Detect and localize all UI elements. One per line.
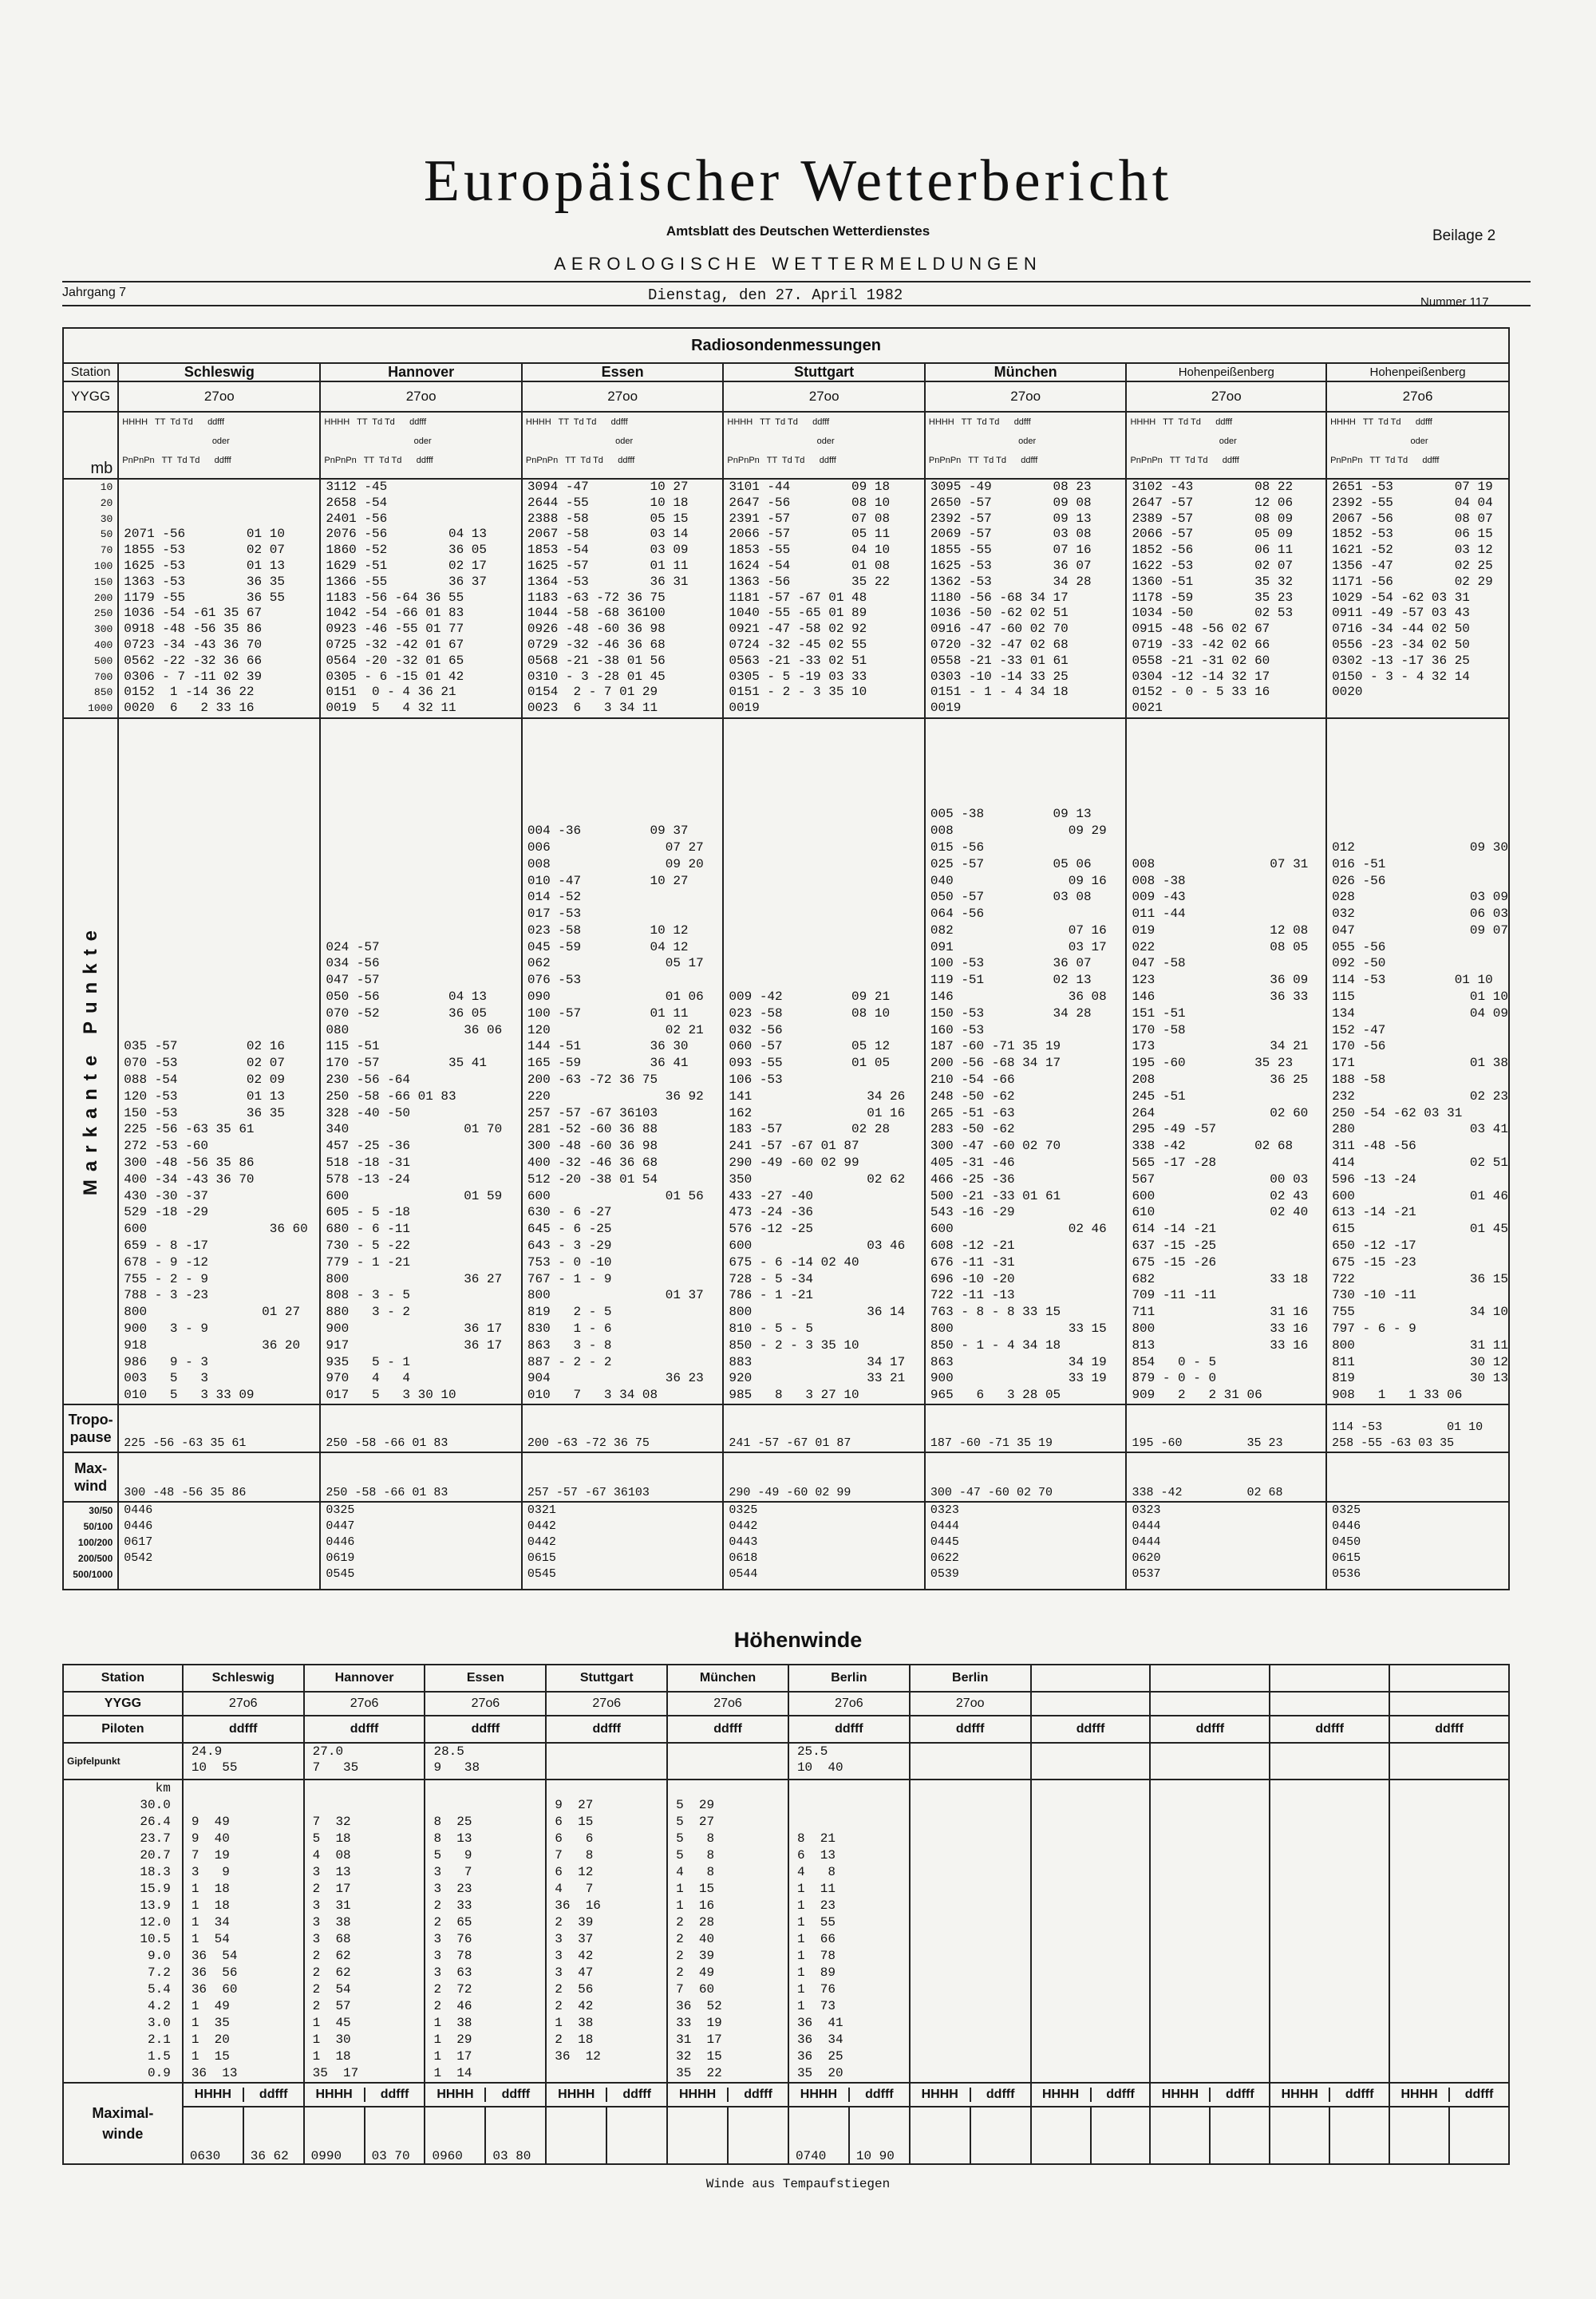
winds-yygg: 27oo: [910, 1692, 1031, 1716]
standard-levels: 3094 -47 10 27 2644 -55 10 18 2388 -58 05 15 2067 -58 03 14 1853 -54 03 09 1625 -57 01 11 1364 -53 36 31 1183 -63 -72 36 75 1044 -58 -68 36100 0926 -48 -60 36 98 0729 -32 -46 36 68 0568 -21 -38 01 56 0310 - 3 -28 01 45 0154 2 - 7 01 29 0023 6 3 34 11: [522, 479, 724, 718]
colhead-oder: oder: [1410, 436, 1428, 446]
winds-station-name: Berlin: [788, 1665, 910, 1692]
hhhh-label: HHHH: [1032, 2088, 1092, 2102]
ddfff-label: ddfff: [986, 2088, 1015, 2101]
hhhh-label: HHHH: [425, 2088, 486, 2102]
shear-values: 0323 0444 0444 0620 0537: [1126, 1502, 1326, 1590]
colhead-bottom: PnPnPn TT Td Td ddfff: [525, 456, 635, 465]
wind-profile: [1270, 1780, 1389, 2083]
ddfff-label: ddfff: [501, 2088, 531, 2101]
winds-yygg: [1150, 1692, 1270, 1716]
issue-date: Dienstag, den 27. April 1982: [648, 286, 903, 304]
tropopause-value: 195 -60 35 23: [1126, 1404, 1326, 1452]
ddfff-label: ddfff: [788, 1716, 910, 1743]
ddfff-label: ddfff: [380, 2088, 409, 2101]
wind-profile: [910, 1780, 1031, 2083]
significant-points: 005 -38 09 13 008 09 29 015 -56 025 -57 05 06 040 09 16 050 -57 03 08 064 -56 082 07 16 091 03 17 100 -53 36 07 119 -51 02 13 146 36 08 150 -53 34 28 160 -53 187 -60 -71 35 19 200 -56 -68 34 17 210 -54 -66 248 -50 -62 265 -51 -63 283 -50 -62 300 -47 -60 02 70 405 -31 -46 466 -25 -36 500 -21 -33 01 61 543 -16 -29 600 02 46 608 -12 -21 676 -11 -31 696 -10 -20 722 -11 -13 763 - 8 - 8 33 15 800 33 15 850 - 1 - 4 34 18 863 34 19 900 33 19 965 6 3 28 05: [925, 718, 1127, 1404]
page-title: Europäischer Wetterbericht: [423, 148, 1173, 214]
winds-yygg: 27o6: [667, 1692, 788, 1716]
gipfelpunkt-value: [546, 1743, 667, 1780]
colhead-top: HHHH TT Td Td ddfff: [324, 417, 427, 427]
gipfel-ddfff: 10 55: [191, 1760, 238, 1775]
maxwind-header: [910, 2083, 1031, 2107]
station-yygg: 27oo: [1126, 381, 1326, 412]
colhead-bottom: PnPnPn TT Td Td ddfff: [122, 456, 231, 465]
maxwind-values: [1389, 2107, 1509, 2164]
hhhh-label: HHHH: [911, 2088, 971, 2102]
yygg-label: YYGG: [63, 381, 118, 412]
maxwind-header: [183, 2083, 304, 2107]
colhead-top: HHHH TT Td Td ddfff: [122, 417, 225, 427]
maxwind-header: [1270, 2083, 1389, 2107]
colhead-top: HHHH TT Td Td ddfff: [1130, 417, 1233, 427]
wind-profile: 7 32 5 18 4 08 3 13 2 17 3 31 3 38 3 68 2 62 2 62 2 54 2 57 1 45 1 30 1 18 35 17: [304, 1780, 425, 2083]
colhead-top: HHHH TT Td Td ddfff: [1330, 417, 1432, 427]
maxwind-value: 300 -48 -56 35 86: [118, 1452, 320, 1502]
ddfff-label: ddfff: [1031, 1716, 1151, 1743]
maxwind-header: [788, 2083, 910, 2107]
column-header: [925, 412, 1127, 479]
maxwind-header: [1031, 2083, 1151, 2107]
colhead-top: HHHH TT Td Td ddfff: [727, 417, 830, 427]
gipfel-ddfff: 9 38: [433, 1760, 480, 1775]
maxwind-height: [1270, 2107, 1330, 2163]
standard-levels: 2651 -53 07 19 2392 -55 04 04 2067 -56 08 07 1852 -53 06 15 1621 -52 03 12 1356 -47 02 25 1171 -56 02 29 1029 -54 -62 03 31 0911 -49 -57 03 43 0716 -34 -44 02 50 0556 -23 -34 02 50 0302 -13 -17 36 25 0150 - 3 - 4 32 14 0020: [1326, 479, 1509, 718]
colhead-top: HHHH TT Td Td ddfff: [928, 417, 1031, 427]
ddfff-label: ddfff: [1464, 2088, 1494, 2101]
column-header: [1326, 412, 1509, 479]
shear-values: 0321 0442 0442 0615 0545: [522, 1502, 724, 1590]
gipfelpunkt-value: [910, 1743, 1031, 1780]
winds-station-name: [1270, 1665, 1389, 1692]
winds-title: Höhenwinde: [733, 1628, 863, 1652]
winds-yygg: 27o6: [788, 1692, 910, 1716]
gipfelpunkt-value: [1270, 1743, 1389, 1780]
maxwind-height: 0990: [305, 2107, 365, 2163]
winds-yygg: [1031, 1692, 1151, 1716]
wind-profile: 8 25 8 13 5 9 3 7 3 23 2 33 2 65 3 76 3 78 3 63 2 72 2 46 1 38 1 29 1 17 1 14: [425, 1780, 546, 2083]
station-yygg: 27oo: [925, 381, 1127, 412]
maxwind-value: 300 -47 -60 02 70: [925, 1452, 1127, 1502]
shear-values: 0325 0447 0446 0619 0545: [320, 1502, 522, 1590]
winds-yygg-label: YYGG: [63, 1692, 183, 1716]
gipfel-ddfff: 10 40: [796, 1760, 843, 1775]
gipfelpunkt-value: [425, 1743, 546, 1780]
gipfelpunkt-value: [1389, 1743, 1509, 1780]
winds-station-name: Hannover: [304, 1665, 425, 1692]
maxwind-values: [183, 2107, 304, 2164]
ddfff-label: ddfff: [1106, 2088, 1135, 2101]
winds-yygg: 27o6: [546, 1692, 667, 1716]
maxwind-value: [1326, 1452, 1509, 1502]
mb-label: mb: [63, 412, 118, 479]
hhhh-label: HHHH: [305, 2088, 365, 2102]
column-header: [522, 412, 724, 479]
maxwind-height: 0630: [184, 2107, 244, 2163]
winds-yygg: 27o6: [425, 1692, 546, 1716]
ddfff-label: ddfff: [1226, 2088, 1254, 2101]
ddfff-label: ddfff: [622, 2088, 651, 2101]
station-yygg: 27o6: [1326, 381, 1509, 412]
gipfelpunkt-value: [1031, 1743, 1151, 1780]
winds-yygg: 27o6: [183, 1692, 304, 1716]
colhead-oder: oder: [1018, 436, 1037, 446]
column-header: [118, 412, 320, 479]
ddfff-label: ddfff: [259, 2088, 288, 2101]
station-yygg: 27oo: [522, 381, 724, 412]
ddfff-label: ddfff: [304, 1716, 425, 1743]
winds-station-name: Essen: [425, 1665, 546, 1692]
column-header: [723, 412, 925, 479]
colhead-oder: oder: [1219, 436, 1237, 446]
maxwind-ddfff: 10 90: [855, 2149, 895, 2163]
hhhh-label: HHHH: [184, 2088, 244, 2102]
hhhh-label: HHHH: [668, 2088, 729, 2102]
gipfelpunkt-value: [1150, 1743, 1270, 1780]
maxwind-value: 290 -49 -60 02 99: [723, 1452, 925, 1502]
maxwind-header: [546, 2083, 667, 2107]
maxwind-header: [425, 2083, 546, 2107]
ddfff-label: ddfff: [910, 1716, 1031, 1743]
winds-yygg: 27o6: [304, 1692, 425, 1716]
standard-levels: 3102 -43 08 22 2647 -57 12 06 2389 -57 08 09 2066 -57 05 09 1852 -56 06 11 1622 -53 02 07 1360 -51 35 32 1178 -59 35 23 1034 -50 02 53 0915 -48 -56 02 67 0719 -33 -42 02 66 0558 -21 -31 02 60 0304 -12 -14 32 17 0152 - 0 - 5 33 16 0021: [1126, 479, 1326, 718]
maxwind-height: [1032, 2107, 1092, 2163]
gipfel-km: 25.5: [796, 1744, 828, 1759]
station-name: Hannover: [320, 363, 522, 381]
maxwind-height: [668, 2107, 729, 2163]
ddfff-label: ddfff: [546, 1716, 667, 1743]
colhead-bottom: PnPnPn TT Td Td ddfff: [928, 456, 1038, 465]
hhhh-label: HHHH: [789, 2088, 850, 2102]
shear-values: 0325 0442 0443 0618 0544: [723, 1502, 925, 1590]
wind-profile: 9 49 9 40 7 19 3 9 1 18 1 18 1 34 1 54 36 54 36 56 36 60 1 49 1 35 1 20 1 15 36 13: [183, 1780, 304, 2083]
shear-values: 0323 0444 0445 0622 0539: [925, 1502, 1127, 1590]
maxwind-header: [667, 2083, 788, 2107]
tropopause-value: 241 -57 -67 01 87: [723, 1404, 925, 1452]
maxwind-height: [1390, 2107, 1450, 2163]
wind-profile: [1150, 1780, 1270, 2083]
maxwind-height: 0740: [789, 2107, 850, 2163]
station-label: Station: [63, 363, 118, 381]
ddfff-label: ddfff: [425, 1716, 546, 1743]
radiosonde-title: Radiosondenmessungen: [63, 328, 1509, 363]
radiosonde-table: [62, 327, 1510, 1590]
maxwind-height: [547, 2107, 607, 2163]
divider: [62, 305, 1531, 306]
wind-profile: 8 21 6 13 4 8 1 11 1 23 1 55 1 66 1 78 1 89 1 76 1 73 36 41 36 34 36 25 35 20: [788, 1780, 910, 2083]
standard-levels: 2071 -56 01 10 1855 -53 02 07 1625 -53 01 13 1363 -53 36 35 1179 -55 36 55 1036 -54 -61 35 67 0918 -48 -56 35 86 0723 -34 -43 36 70 0562 -22 -32 36 66 0306 - 7 -11 02 39 0152 1 -14 36 22 0020 6 2 33 16: [118, 479, 320, 718]
colhead-oder: oder: [615, 436, 634, 446]
tropopause-value: 187 -60 -71 35 19: [925, 1404, 1127, 1452]
winds-station-name: Berlin: [910, 1665, 1031, 1692]
maxwind-height: [1151, 2107, 1211, 2163]
markante-punkte-label: Markante Punkte: [63, 718, 118, 1404]
ddfff-label: ddfff: [744, 2088, 772, 2101]
footnote: Winde aus Tempaufstiegen: [705, 2177, 891, 2191]
maxwind-values: [425, 2107, 546, 2164]
significant-points: 012 09 30 016 -51 026 -56 028 03 09 032 06 03 047 09 07 055 -56 092 -50 114 -53 01 10 115 01 10 134 04 09 152 -47 170 -56 171 01 38 188 -58 232 02 23 250 -54 -62 03 31 280 03 41 311 -48 -56 414 02 51 596 -13 -24 600 01 46 613 -14 -21 615 01 45 650 -12 -17 675 -15 -23 722 36 15 730 -10 -11 755 34 10 797 - 6 - 9 800 31 11 811 30 12 819 30 13 908 1 1 33 06: [1326, 718, 1509, 1404]
winds-yygg: [1389, 1692, 1509, 1716]
colhead-bottom: PnPnPn TT Td Td ddfff: [1330, 456, 1440, 465]
station-name: München: [925, 363, 1127, 381]
shear-values: 0446 0446 0617 0542: [118, 1502, 320, 1590]
gipfelpunkt-value: [788, 1743, 910, 1780]
station-yygg: 27oo: [723, 381, 925, 412]
winds-station-name: [1031, 1665, 1151, 1692]
colhead-bottom: PnPnPn TT Td Td ddfff: [324, 456, 433, 465]
section-title: AEROLOGISCHE WETTERMELDUNGEN: [554, 254, 1042, 274]
wind-profile: 9 27 6 15 6 6 7 8 6 12 4 7 36 16 2 39 3 37 3 42 3 47 2 56 2 42 1 38 2 18 36 12: [546, 1780, 667, 2083]
wind-profile: 5 29 5 27 5 8 5 8 4 8 1 15 1 16 2 28 2 40 2 39 2 49 7 60 36 52 33 19 31 17 32 15 35 22: [667, 1780, 788, 2083]
tropopause-label: Tropo- pause: [63, 1404, 118, 1452]
winds-station-name: [1150, 1665, 1270, 1692]
maxwind-value: 250 -58 -66 01 83: [320, 1452, 522, 1502]
maxwind-values: [1270, 2107, 1389, 2164]
column-header: [320, 412, 522, 479]
colhead-bottom: PnPnPn TT Td Td ddfff: [1130, 456, 1239, 465]
beilage-label: Beilage 2: [1432, 227, 1496, 244]
page-subtitle: Amtsblatt des Deutschen Wetterdienstes: [666, 223, 930, 239]
station-name: Hohenpeißenberg: [1326, 363, 1509, 381]
tropopause-value: 114 -53 01 10 258 -55 -63 03 35: [1326, 1404, 1509, 1452]
gipfel-ddfff: 7 35: [312, 1760, 359, 1775]
colhead-oder: oder: [211, 436, 230, 446]
standard-levels: 3112 -45 2658 -54 2401 -56 2076 -56 04 13 1860 -52 36 05 1629 -51 02 17 1366 -55 36 37 1183 -56 -64 36 55 1042 -54 -66 01 83 0923 -46 -55 01 77 0725 -32 -42 01 67 0564 -20 -32 01 65 0305 - 6 -15 01 42 0151 0 - 4 36 21 0019 5 4 32 11: [320, 479, 522, 718]
gipfelpunkt-value: [667, 1743, 788, 1780]
mb-levels: 10 20 30 50 70 100 150 200 250 300 400 500 700 850 1000: [63, 479, 118, 718]
ddfff-label: ddfff: [1150, 1716, 1270, 1743]
significant-points: 009 -42 09 21 023 -58 08 10 032 -56 060 -57 05 12 093 -55 01 05 106 -53 141 34 26 162 01 16 183 -57 02 28 241 -57 -67 01 87 290 -49 -60 02 99 350 02 62 433 -27 -40 473 -24 -36 576 -12 -25 600 03 46 675 - 6 -14 02 40 728 - 5 -34 786 - 1 -21 800 36 14 810 - 5 - 5 850 - 2 - 3 35 10 883 34 17 920 33 21 985 8 3 27 10: [723, 718, 925, 1404]
tropopause-value: 200 -63 -72 36 75: [522, 1404, 724, 1452]
maxwind-value: 338 -42 02 68: [1126, 1452, 1326, 1502]
gipfel-km: 28.5: [433, 1744, 464, 1759]
significant-points: 008 07 31 008 -38 009 -43 011 -44 019 12 08 022 08 05 047 -58 123 36 09 146 36 33 151 -51 170 -58 173 34 21 195 -60 35 23 208 36 25 245 -51 264 02 60 295 -49 -57 338 -42 02 68 565 -17 -28 567 00 03 600 02 43 610 02 40 614 -14 -21 637 -15 -25 675 -15 -26 682 33 18 709 -11 -11 711 31 16 800 33 16 813 33 16 854 0 - 5 879 - 0 - 0 909 2 2 31 06: [1126, 718, 1326, 1404]
winds-yygg: [1270, 1692, 1389, 1716]
standard-levels: 3095 -49 08 23 2650 -57 09 08 2392 -57 09 13 2069 -57 03 08 1855 -55 07 16 1625 -53 36 07 1362 -53 34 28 1180 -56 -68 34 17 1036 -50 -62 02 51 0916 -47 -60 02 70 0720 -32 -47 02 68 0558 -21 -33 01 61 0303 -10 -14 33 25 0151 - 1 - 4 34 18 0019: [925, 479, 1127, 718]
gipfel-km: 27.0: [312, 1744, 344, 1759]
standard-levels: 3101 -44 09 18 2647 -56 08 10 2391 -57 07 08 2066 -57 05 11 1853 -55 04 10 1624 -54 01 08 1363 -56 35 22 1181 -57 -67 01 48 1040 -55 -65 01 89 0921 -47 -58 02 92 0724 -32 -45 02 55 0563 -21 -33 02 51 0305 - 5 -19 03 33 0151 - 2 - 3 35 10 0019: [723, 479, 925, 718]
hhhh-label: HHHH: [1151, 2088, 1211, 2102]
ddfff-label: ddfff: [1345, 2088, 1374, 2101]
colhead-top: HHHH TT Td Td ddfff: [525, 417, 628, 427]
divider: [62, 281, 1531, 282]
gipfelpunkt-value: [183, 1743, 304, 1780]
ddfff-label: ddfff: [1270, 1716, 1389, 1743]
ddfff-label: ddfff: [865, 2088, 894, 2101]
issue-number: Nummer 117: [1420, 295, 1489, 309]
shear-labels: 30/50 50/100 100/200 200/500 500/1000: [63, 1502, 118, 1590]
maximalwinde-label: Maximal- winde: [63, 2083, 183, 2164]
significant-points: 035 -57 02 16 070 -53 02 07 088 -54 02 09 120 -53 01 13 150 -53 36 35 225 -56 -63 35 61 272 -53 -60 300 -48 -56 35 86 400 -34 -43 36 70 430 -30 -37 529 -18 -29 600 36 60 659 - 8 -17 678 - 9 -12 755 - 2 - 9 788 - 3 -23 800 01 27 900 3 - 9 918 36 20 986 9 - 3 003 5 3 010 5 3 33 09: [118, 718, 320, 1404]
maxwind-header: [304, 2083, 425, 2107]
ddfff-label: ddfff: [183, 1716, 304, 1743]
station-yygg: 27oo: [320, 381, 522, 412]
tropopause-value: 225 -56 -63 35 61: [118, 1404, 320, 1452]
colhead-oder: oder: [816, 436, 835, 446]
maxwind-value: 257 -57 -67 36103: [522, 1452, 724, 1502]
maxwind-header: [1150, 2083, 1270, 2107]
station-name: Hohenpeißenberg: [1126, 363, 1326, 381]
jahrgang-label: Jahrgang 7: [62, 286, 127, 299]
maxwind-values: [788, 2107, 910, 2164]
maxwind-label: Max- wind: [63, 1452, 118, 1502]
colhead-bottom: PnPnPn TT Td Td ddfff: [727, 456, 836, 465]
gipfel-km: 24.9: [191, 1744, 223, 1759]
winds-station-name: München: [667, 1665, 788, 1692]
maxwind-header: [1389, 2083, 1509, 2107]
maxwind-height: [911, 2107, 971, 2163]
tropopause-value: 250 -58 -66 01 83: [320, 1404, 522, 1452]
maxwind-values: [304, 2107, 425, 2164]
hhhh-label: HHHH: [1270, 2088, 1330, 2102]
wind-profile: [1031, 1780, 1151, 2083]
maxwind-values: [546, 2107, 667, 2164]
winds-station-name: [1389, 1665, 1509, 1692]
hhhh-label: HHHH: [547, 2088, 607, 2102]
winds-station-label: Station: [63, 1665, 183, 1692]
winds-station-name: Schleswig: [183, 1665, 304, 1692]
column-header: [1126, 412, 1326, 479]
ddfff-label: ddfff: [1389, 1716, 1509, 1743]
hhhh-label: HHHH: [1390, 2088, 1450, 2102]
piloten-label: Piloten: [63, 1716, 183, 1743]
shear-values: 0325 0446 0450 0615 0536: [1326, 1502, 1509, 1590]
maxwind-values: [1031, 2107, 1151, 2164]
maxwind-ddfff: 36 62: [250, 2149, 289, 2163]
hoehenwinde-table: [62, 1664, 1510, 2165]
significant-points: 024 -57 034 -56 047 -57 050 -56 04 13 070 -52 36 05 080 36 06 115 -51 170 -57 35 41 230 -56 -64 250 -58 -66 01 83 328 -40 -50 340 01 70 457 -25 -36 518 -18 -31 578 -13 -24 600 01 59 605 - 5 -18 680 - 6 -11 730 - 5 -22 779 - 1 -21 800 36 27 808 - 3 - 5 880 3 - 2 900 36 17 917 36 17 935 5 - 1 970 4 4 017 5 3 30 10: [320, 718, 522, 1404]
station-name: Schleswig: [118, 363, 320, 381]
station-name: Essen: [522, 363, 724, 381]
station-yygg: 27oo: [118, 381, 320, 412]
maxwind-values: [667, 2107, 788, 2164]
maxwind-ddfff: 03 70: [371, 2149, 410, 2163]
significant-points: 004 -36 09 37 006 07 27 008 09 20 010 -47 10 27 014 -52 017 -53 023 -58 10 12 045 -59 04 12 062 05 17 076 -53 090 01 06 100 -57 01 11 120 02 21 144 -51 36 30 165 -59 36 41 200 -63 -72 36 75 220 36 92 257 -57 -67 36103 281 -52 -60 36 88 300 -48 -60 36 98 400 -32 -46 36 68 512 -20 -38 01 54 600 01 56 630 - 6 -27 645 - 6 -25 643 - 3 -29 753 - 0 -10 767 - 1 - 9 800 01 37 819 2 - 5 830 1 - 6 863 3 - 8 887 - 2 - 2 904 36 23 010 7 3 34 08: [522, 718, 724, 1404]
winds-station-name: Stuttgart: [546, 1665, 667, 1692]
station-name: Stuttgart: [723, 363, 925, 381]
maxwind-ddfff: 03 80: [492, 2149, 531, 2163]
gipfelpunkt-value: [304, 1743, 425, 1780]
maxwind-values: [1150, 2107, 1270, 2164]
colhead-oder: oder: [413, 436, 432, 446]
ddfff-label: ddfff: [667, 1716, 788, 1743]
maxwind-height: 0960: [425, 2107, 486, 2163]
wind-profile: [1389, 1780, 1509, 2083]
maxwind-values: [910, 2107, 1031, 2164]
gipfelpunkt-label: Gipfelpunkt: [63, 1743, 183, 1780]
km-levels: km 30.0 26.4 23.7 20.7 18.3 15.9 13.9 12.0 10.5 9.0 7.2 5.4 4.2 3.0 2.1 1.5 0.9: [63, 1780, 183, 2083]
